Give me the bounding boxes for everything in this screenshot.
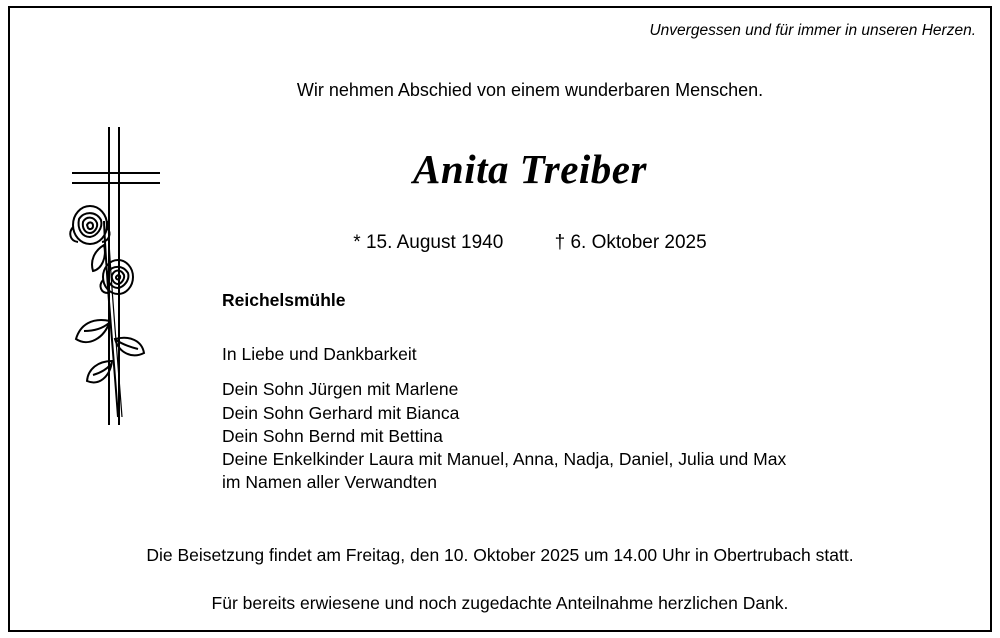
deceased-name: Anita Treiber bbox=[413, 146, 647, 192]
opening-text: Wir nehmen Abschied von einem wunderbaren Menschen. bbox=[296, 80, 764, 100]
mourners-lead: In Liebe und Dankbarkeit bbox=[222, 344, 417, 364]
place-name: Reichelsmühle bbox=[222, 290, 346, 310]
mourner-line: im Namen aller Verwandten bbox=[222, 472, 437, 493]
motto-text: Unvergessen und für immer in unseren Herzen. bbox=[649, 22, 976, 39]
mourner-line: Dein Sohn Gerhard mit Bianca bbox=[222, 402, 460, 423]
mourner-line: Dein Sohn Jürgen mit Marlene bbox=[222, 379, 459, 400]
birth-date: * 15. August 1940 bbox=[353, 232, 504, 253]
mourner-line: Deine Enkelkinder Laura mit Manuel, Anna, Nadja, Daniel, Julia und Max bbox=[222, 449, 787, 470]
mourners-block bbox=[222, 343, 786, 495]
cross-with-roses-icon bbox=[60, 125, 190, 445]
mourner-line: Dein Sohn Bernd mit Bettina bbox=[222, 425, 443, 446]
death-date: † 6. Oktober 2025 bbox=[554, 232, 707, 253]
funeral-details: Die Beisetzung findet am Freitag, den 10. Oktober 2025 um 14.00 Uhr in Obertrubach statt. bbox=[146, 545, 854, 565]
thanks-text: Für bereits erwiesene und noch zugedachte Anteilnahme herzlichen Dank. bbox=[211, 593, 789, 613]
